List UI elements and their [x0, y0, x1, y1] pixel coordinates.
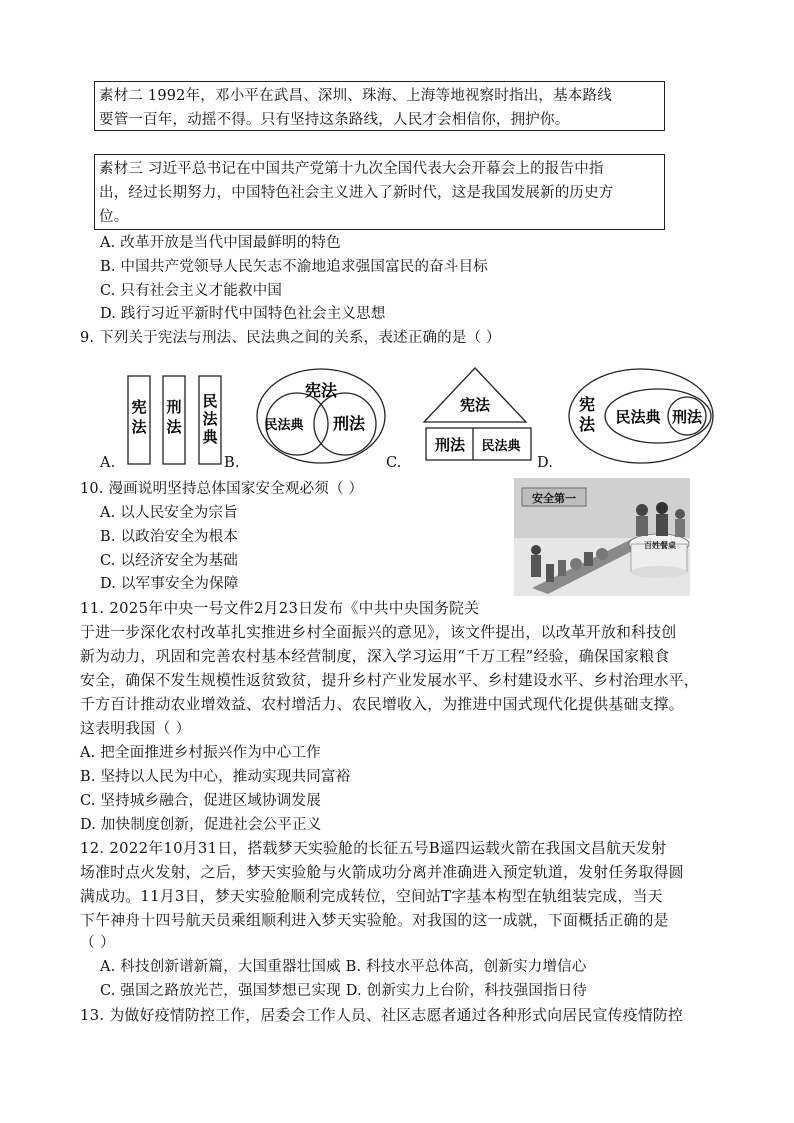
- diagram-c[interactable]: [424, 368, 531, 460]
- q8-option-a[interactable]: A. 改革开放是当代中国最鲜明的特色: [100, 235, 341, 251]
- material-2-line-1: 素材二 1992年，邓小平在武昌、深圳、珠海、上海等地视察时指出，基本路线: [99, 88, 612, 104]
- q8-option-d[interactable]: D. 践行习近平新时代中国特色社会主义思想: [100, 306, 386, 322]
- safety-sign: [522, 488, 586, 506]
- q9-label-c: C.: [386, 455, 402, 471]
- diagram-a-civil-code-char-3: 典: [202, 428, 218, 446]
- q10-option-d[interactable]: D. 以军事安全为保障: [100, 576, 239, 592]
- diagram-a-criminal-law-char-1: 刑: [166, 398, 182, 416]
- q12-line-2: 场准时点火发射，之后，梦天实验舱与火箭成功分离并准确进入预定轨道，发射任务取得圆: [80, 864, 684, 881]
- table: [629, 534, 689, 578]
- q9-stem: 9. 下列关于宪法与刑法、民法典之间的关系，表述正确的是（ ）: [80, 330, 501, 346]
- diagram-c-top-label: 宪法: [459, 396, 491, 414]
- q11-line-2: 于进一步深化农村改革扎实推进乡村全面振兴的意见》，该文件提出，以改革开放和科技创: [80, 624, 677, 641]
- q9-diagrams: [90, 362, 740, 470]
- q12-line-3: 满成功。11月3日，梦天实验舱顺利完成转位，空间站T字基本构型在轨组装完成，当天: [80, 888, 663, 905]
- material-3-box: [94, 154, 665, 230]
- q10-option-c[interactable]: C. 以经济安全为基础: [100, 553, 238, 569]
- diagram-a-civil-code-char-1: 民: [202, 392, 218, 410]
- q9-label-a: A.: [100, 455, 116, 471]
- q11-line-4: 安全，确保不发生规模性返贫致贫，提升乡村产业发展水平、乡村建设水平、乡村治理水平，: [80, 672, 699, 689]
- material-3-line-1: 素材三 习近平总书记在中国共产党第十九次全国代表大会开幕会上的报告中指: [99, 161, 604, 177]
- diagram-a-constitution-char-2: 法: [131, 418, 147, 436]
- diagram-c-right-label: 民法典: [481, 439, 521, 454]
- q9-label-d: D.: [537, 455, 554, 471]
- q10-stem: 10. 漫画说明坚持总体国家安全观必须（ ）: [80, 481, 364, 497]
- diagram-a-constitution-char-1: 宪: [131, 398, 147, 416]
- q10-cartoon-image: [514, 478, 690, 596]
- material-2-box: [94, 81, 665, 131]
- q11-option-d[interactable]: D. 加快制度创新，促进社会公平正义: [80, 817, 322, 833]
- q11-line-3: 新为动力，巩固和完善农村基本经营制度，深入学习运用“千万工程”经验，确保国家粮食: [80, 648, 670, 665]
- diagram-b-left-label: 民法典: [264, 418, 304, 433]
- q12-options-ab[interactable]: A. 科技创新谱新篇，大国重器壮国威 B. 科技水平总体高，创新实力增信心: [100, 959, 587, 975]
- cartoon-table-text: 百姓餐桌: [644, 541, 676, 550]
- diagram-b-outer-label: 宪法: [304, 381, 338, 400]
- q11-option-c[interactable]: C. 坚持城乡融合，促进区域协调发展: [80, 793, 321, 809]
- diagram-a-civil-code-char-2: 法: [202, 410, 218, 428]
- q12-line-5: （ ）: [80, 934, 116, 951]
- diagram-d-outer-char-1: 宪: [578, 395, 596, 414]
- diagram-b[interactable]: [257, 369, 385, 463]
- q8-option-b[interactable]: B. 中国共产党领导人民矢志不渝地追求强国富民的奋斗目标: [100, 259, 488, 275]
- q12-line-1: 12. 2022年10月31日，搭载梦天实验舱的长征五号B遥四运载火箭在我国文昌航天发射: [80, 840, 667, 857]
- diagram-b-right-label: 刑法: [332, 414, 366, 433]
- material-3-line-2: 出，经过长期努力，中国特色社会主义进入了新时代，这是我国发展新的历史方: [99, 185, 614, 201]
- q11-line-6: 这表明我国（ ）: [80, 720, 191, 737]
- q11-option-b[interactable]: B. 坚持以人民为中心，推动实现共同富裕: [80, 769, 351, 785]
- q9-label-b: B.: [224, 455, 240, 471]
- q12-options-cd[interactable]: C. 强国之路放光芒，强国梦想已实现 D. 创新实力上台阶，科技强国指日待: [100, 983, 588, 999]
- diagram-a-criminal-law-char-2: 法: [166, 418, 182, 436]
- diagram-c-left-label: 刑法: [434, 436, 466, 454]
- q10-option-b[interactable]: B. 以政治安全为根本: [100, 529, 239, 545]
- cartoon-sign-text: 安全第一: [532, 492, 576, 505]
- q13-line-1: 13. 为做好疫情防控工作，居委会工作人员、社区志愿者通过各种形式向居民宣传疫情防控: [80, 1007, 684, 1024]
- q10-option-a[interactable]: A. 以人民安全为宗旨: [100, 505, 238, 521]
- diagram-d[interactable]: [569, 369, 713, 463]
- diagram-d-inner-label: 刑法: [671, 408, 703, 426]
- diagram-d-outer-char-2: 法: [578, 415, 596, 434]
- diagram-d-middle-label: 民法典: [615, 408, 661, 426]
- q12-line-4: 下午神舟十四号航天员乘组顺利进入梦天实验舱。对我国的这一成就，下面概括正确的是: [80, 912, 669, 929]
- q11-option-a[interactable]: A. 把全面推进乡村振兴作为中心工作: [80, 745, 321, 761]
- q11-line-5: 千方百计推动农业增效益、农村增活力、农民增收入，为推进中国式现代化提供基础支撑。: [80, 696, 684, 713]
- q11-line-1: 11. 2025年中央一号文件2月23日发布《中共中央国务院关: [80, 600, 480, 617]
- q8-option-c[interactable]: C. 只有社会主义才能救中国: [100, 283, 283, 299]
- diagram-a[interactable]: [128, 376, 221, 464]
- material-2-line-2: 要管一百年，动摇不得。只有坚持这条路线，人民才会相信你，拥护你。: [99, 112, 570, 128]
- material-3-line-3: 位。: [99, 209, 129, 225]
